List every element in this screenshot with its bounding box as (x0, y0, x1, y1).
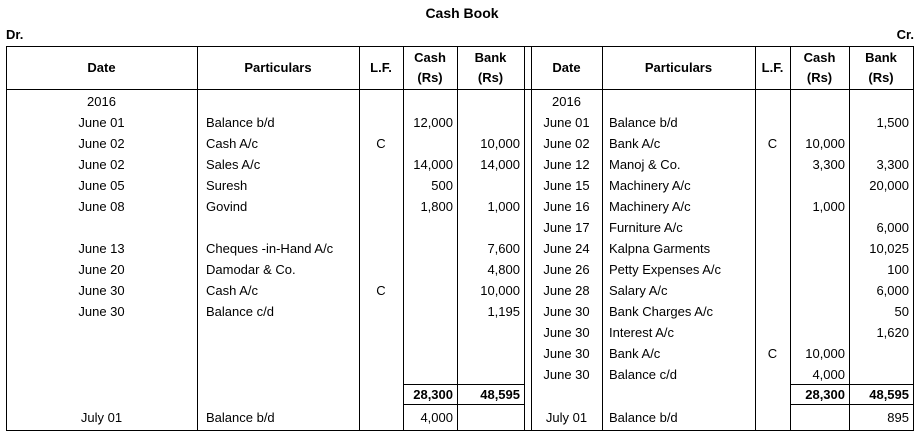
credit-closing-date: July 01 (545, 410, 588, 425)
credit-bank-cell: 1,620 (876, 325, 909, 340)
debit-particulars-cell: Cash A/c (206, 283, 259, 298)
credit-lf-cell: C (767, 346, 778, 361)
header-cash: Cash (Rs) (803, 49, 836, 85)
header-bank: Bank (Rs) (865, 49, 897, 85)
credit-cash-cell (790, 301, 845, 322)
debit-particulars-cell: Damodar & Co. (206, 262, 296, 277)
credit-bank-cell: 6,000 (876, 220, 909, 235)
debit-bank-cell (457, 175, 520, 196)
credit-bank-cell (849, 364, 909, 385)
credit-lf-cell (755, 301, 790, 322)
credit-bank-cell (849, 133, 909, 154)
credit-date-cell: June 24 (543, 241, 590, 256)
credit-particulars-cell: Bank A/c (609, 136, 661, 151)
debit-date-cell: June 02 (78, 136, 125, 151)
credit-total-bank: 48,595 (869, 387, 909, 402)
debit-particulars-cell: Balance b/d (206, 115, 275, 130)
debit-particulars-cell (206, 91, 356, 112)
debit-date-cell: June 13 (78, 241, 125, 256)
credit-particulars-cell: Interest A/c (609, 325, 675, 340)
debit-date-cell: June 02 (78, 157, 125, 172)
credit-particulars-cell: Bank Charges A/c (609, 304, 714, 319)
credit-cash-cell (790, 322, 845, 343)
credit-bank-cell: 50 (894, 304, 909, 319)
debit-lf-cell (359, 154, 403, 175)
debit-bank-cell: 7,600 (487, 241, 520, 256)
credit-bank-cell: 1,500 (876, 115, 909, 130)
credit-bank-cell: 20,000 (869, 178, 909, 193)
debit-closing-cash: 4,000 (420, 410, 453, 425)
debit-date-cell: June 01 (78, 115, 125, 130)
debit-particulars-cell: Govind (206, 199, 248, 214)
credit-cash-cell: 4,000 (812, 367, 845, 382)
debit-lf-cell: C (376, 283, 386, 298)
credit-lf-cell (755, 175, 790, 196)
credit-particulars-cell: Kalpna Garments (609, 241, 711, 256)
debit-lf-cell (359, 175, 403, 196)
debit-cash-cell: 14,000 (413, 157, 453, 172)
credit-bank-cell: 10,025 (869, 241, 909, 256)
column-divider (602, 46, 603, 431)
credit-date-cell: June 30 (543, 367, 590, 382)
debit-closing-particulars: Balance b/d (206, 410, 275, 425)
debit-date-cell: June 30 (78, 304, 125, 319)
credit-bank-cell: 3,300 (876, 157, 909, 172)
credit-lf-cell (755, 154, 790, 175)
debit-cash-cell (403, 238, 453, 259)
credit-date-cell: June 01 (543, 115, 590, 130)
debit-date-cell: June 30 (78, 283, 125, 298)
credit-cash-cell (790, 280, 845, 301)
page-title: Cash Book (425, 5, 499, 21)
header-rule (6, 89, 914, 90)
debit-lf-cell (359, 196, 403, 217)
header-particulars: Particulars (244, 59, 312, 75)
credit-particulars-cell: Salary A/c (609, 283, 668, 298)
credit-particulars-cell: Petty Expenses A/c (609, 262, 722, 277)
credit-bank-cell: 6,000 (876, 283, 909, 298)
debit-bank-cell: 14,000 (480, 157, 520, 172)
debit-lf-cell (359, 238, 403, 259)
credit-lf-cell (755, 238, 790, 259)
header-lf: L.F. (761, 59, 784, 75)
debit-cash-cell (403, 91, 453, 112)
debit-cash-cell: 500 (431, 178, 453, 193)
credit-total-rule-bottom (790, 404, 914, 405)
debit-particulars-cell (206, 217, 356, 238)
credit-date-cell: 2016 (552, 94, 581, 109)
credit-date-cell: June 17 (543, 220, 590, 235)
debit-date-cell: June 20 (78, 262, 125, 277)
debit-bank-cell (457, 112, 520, 133)
credit-date-cell: June 15 (543, 178, 590, 193)
debit-side-label: Dr. (6, 27, 24, 42)
header-cash: Cash (Rs) (414, 49, 446, 85)
credit-cash-cell (790, 259, 845, 280)
credit-lf-cell: C (767, 136, 778, 151)
debit-cash-cell (403, 280, 453, 301)
credit-bank-cell (849, 343, 909, 364)
credit-bank-cell: 100 (887, 262, 909, 277)
credit-lf-cell (755, 112, 790, 133)
credit-particulars-cell: Bank A/c (609, 346, 661, 361)
credit-closing-particulars: Balance b/d (609, 410, 678, 425)
debit-bank-cell: 1,195 (487, 304, 520, 319)
header-date: Date (552, 59, 581, 75)
credit-cash-cell: 3,300 (812, 157, 845, 172)
credit-side-label: Cr. (896, 27, 914, 42)
credit-lf-cell (755, 259, 790, 280)
debit-total-cash: 28,300 (413, 387, 453, 402)
debit-cash-cell (403, 217, 453, 238)
debit-lf-cell (359, 301, 403, 322)
debit-particulars-cell: Suresh (206, 178, 248, 193)
debit-date-cell (6, 217, 197, 238)
debit-date-cell: 2016 (87, 94, 116, 109)
credit-lf-cell (755, 280, 790, 301)
credit-date-cell: June 26 (543, 262, 590, 277)
credit-lf-cell (755, 364, 790, 385)
debit-bank-cell: 10,000 (480, 136, 520, 151)
credit-date-cell: June 30 (543, 346, 590, 361)
credit-date-cell: June 16 (543, 199, 590, 214)
credit-particulars-cell: Machinery A/c (609, 178, 691, 193)
credit-particulars-cell: Balance b/d (609, 115, 678, 130)
debit-total-rule-bottom (403, 404, 525, 405)
debit-lf-cell (359, 112, 403, 133)
credit-cash-cell (790, 91, 845, 112)
debit-closing-date: July 01 (80, 410, 123, 425)
column-divider (524, 46, 525, 431)
debit-particulars-cell: Sales A/c (206, 157, 261, 172)
credit-date-cell: June 30 (543, 304, 590, 319)
column-divider (197, 46, 198, 431)
debit-cash-cell: 1,800 (420, 199, 453, 214)
header-date: Date (87, 59, 116, 75)
credit-cash-cell (790, 112, 845, 133)
debit-cash-cell: 12,000 (413, 115, 453, 130)
debit-lf-cell (359, 259, 403, 280)
credit-date-cell: June 12 (543, 157, 590, 172)
debit-particulars-cell: Cheques -in-Hand A/c (206, 241, 334, 256)
table-border-right (913, 46, 914, 431)
header-particulars: Particulars (644, 59, 713, 75)
credit-particulars-cell (609, 91, 754, 112)
credit-cash-cell: 10,000 (805, 136, 845, 151)
credit-closing-bank: 895 (887, 410, 909, 425)
debit-bank-cell: 4,800 (487, 262, 520, 277)
debit-cash-cell (403, 133, 453, 154)
debit-date-cell: June 05 (78, 178, 125, 193)
debit-particulars-cell: Cash A/c (206, 136, 259, 151)
credit-particulars-cell: Machinery A/c (609, 199, 691, 214)
credit-cash-cell: 1,000 (812, 199, 845, 214)
credit-total-cash: 28,300 (805, 387, 845, 402)
debit-cash-cell (403, 259, 453, 280)
credit-particulars-cell: Furniture A/c (609, 220, 683, 235)
debit-bank-cell (457, 91, 520, 112)
credit-particulars-cell: Manoj & Co. (609, 157, 681, 172)
debit-particulars-cell: Balance c/d (206, 304, 274, 319)
debit-lf-cell (359, 217, 403, 238)
credit-cash-cell (790, 175, 845, 196)
debit-total-bank: 48,595 (480, 387, 520, 402)
header-bank: Bank (Rs) (474, 49, 507, 85)
credit-cash-cell (790, 238, 845, 259)
credit-cash-cell (790, 217, 845, 238)
credit-date-cell: June 28 (543, 283, 590, 298)
table-border-bottom (6, 430, 914, 431)
cash-book-table (6, 46, 914, 431)
credit-cash-cell: 10,000 (805, 346, 845, 361)
credit-date-cell: June 30 (543, 325, 590, 340)
debit-date-cell: June 08 (78, 199, 125, 214)
credit-bank-cell (849, 196, 909, 217)
credit-lf-cell (755, 91, 790, 112)
credit-lf-cell (755, 322, 790, 343)
credit-bank-cell (849, 91, 909, 112)
debit-cash-cell (403, 301, 453, 322)
debit-bank-cell: 10,000 (480, 283, 520, 298)
debit-bank-cell: 1,000 (487, 199, 520, 214)
header-lf: L.F. (370, 59, 392, 75)
credit-lf-cell (755, 196, 790, 217)
credit-particulars-cell: Balance c/d (609, 367, 677, 382)
credit-lf-cell (755, 217, 790, 238)
debit-lf-cell: C (376, 136, 386, 151)
debit-lf-cell (359, 91, 403, 112)
debit-bank-cell (457, 217, 520, 238)
credit-date-cell: June 02 (543, 136, 590, 151)
